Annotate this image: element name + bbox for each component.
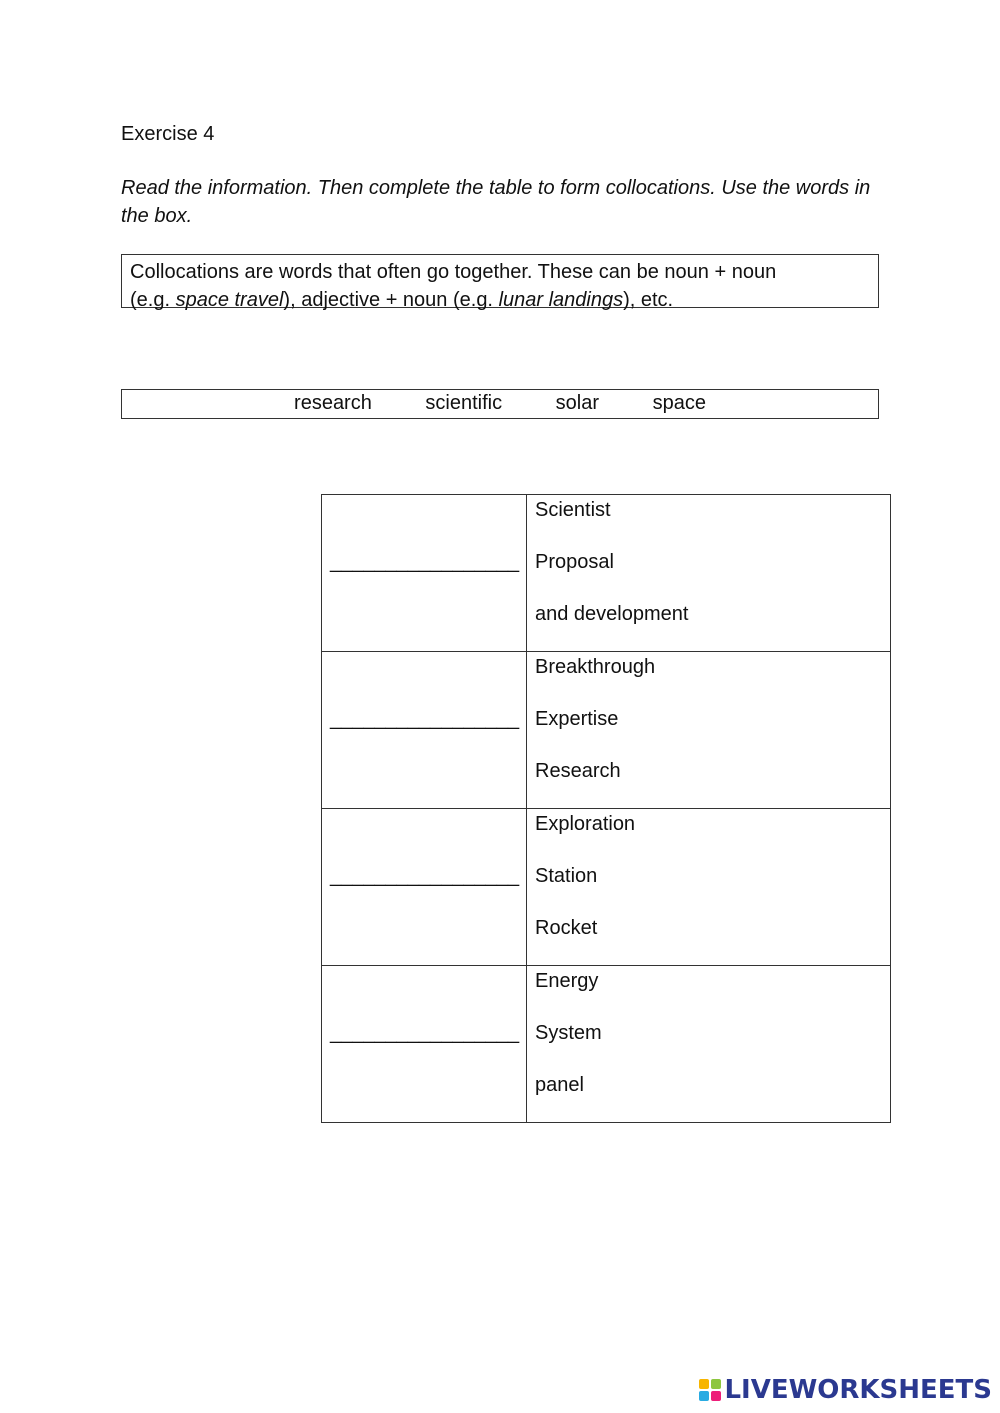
collocation-words-cell	[527, 809, 891, 966]
info-box	[121, 254, 879, 311]
info-text-a: (e.g.	[130, 289, 176, 311]
example-lunar-landings: lunar landings	[498, 289, 624, 311]
info-text-c: ), etc.	[623, 289, 674, 311]
answer-blank[interactable]: _________________	[330, 708, 520, 730]
collocation-word: Expertise	[535, 708, 619, 730]
collocation-word: System	[535, 1022, 602, 1044]
word-box	[121, 389, 879, 419]
word-box-item: space	[652, 392, 706, 414]
table-row	[322, 809, 891, 966]
collocation-word: and development	[535, 603, 689, 625]
collocation-word: Research	[535, 760, 621, 782]
collocation-word: panel	[535, 1074, 584, 1096]
answer-cell[interactable]	[322, 495, 527, 652]
collocation-words-cell	[527, 966, 891, 1123]
word-box-item: solar	[555, 392, 600, 414]
collocation-words-cell	[527, 652, 891, 809]
collocation-word: Scientist	[535, 499, 611, 521]
answer-blank[interactable]: _________________	[330, 551, 520, 573]
collocation-word: Breakthrough	[535, 656, 656, 678]
example-space-travel: space travel	[175, 289, 284, 311]
liveworksheets-logo[interactable]	[699, 1375, 992, 1405]
info-text-b: ), adjective + noun (e.g.	[283, 289, 499, 311]
collocation-words-cell	[527, 495, 891, 652]
answer-blank[interactable]: _________________	[330, 865, 520, 887]
word-box-item: scientific	[425, 392, 503, 414]
collocation-word: Exploration	[535, 813, 636, 835]
answer-cell[interactable]	[322, 966, 527, 1123]
answer-cell[interactable]	[322, 809, 527, 966]
table-row	[322, 495, 891, 652]
logo-text: LIVEWORKSHEETS	[724, 1375, 992, 1405]
answer-blank[interactable]: _________________	[330, 1022, 520, 1044]
info-line-1: Collocations are words that often go together. These can be noun + noun	[130, 261, 777, 283]
collocation-word: Energy	[535, 970, 599, 992]
collocation-table	[321, 494, 891, 1123]
word-box-item: research	[294, 392, 372, 414]
answer-cell[interactable]	[322, 652, 527, 809]
info-line-2	[130, 286, 870, 314]
collocation-word: Station	[535, 865, 598, 887]
table-row	[322, 966, 891, 1123]
instructions: Read the information. Then complete the table to form collocations. Use the words in the box.	[121, 177, 871, 227]
table-row	[322, 652, 891, 809]
collocation-word: Rocket	[535, 917, 598, 939]
collocation-word: Proposal	[535, 551, 614, 573]
liveworksheets-logo-icon	[699, 1379, 721, 1401]
exercise-title: Exercise 4	[121, 123, 215, 145]
